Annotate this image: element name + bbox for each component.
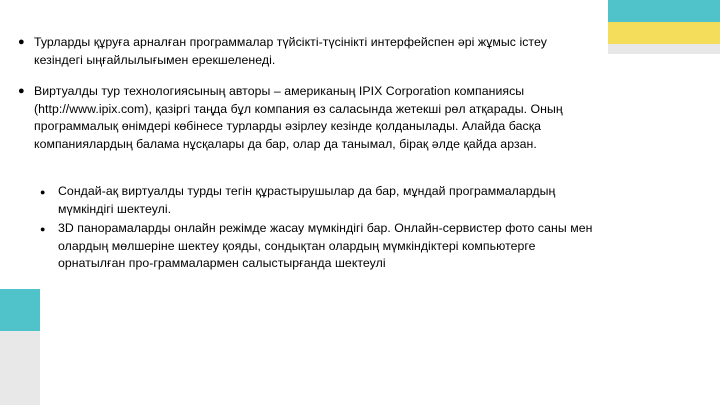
list-item-text: 3D панорамаларды онлайн режімде жасау мүмкіндігі бар. Онлайн-сервистер фото саны мен олардың мөлшеріне шектеу қояды, сондықтан олардың мүмкіндіктері компьютерге орнатылған про-граммалармен салыстырғанда шектеулі	[58, 221, 593, 270]
list-item	[18, 34, 598, 69]
decoration-top-right-yellow	[608, 22, 720, 44]
list-item-text: Турларды құруға арналған программалар түйсікті-түсінікті интерфейспен әрі жұмыс істеу кезіндегі ыңғайлылығымен ерекшеленеді.	[34, 35, 547, 67]
bullet-icon: ●	[40, 224, 46, 234]
bullet-icon: ●	[18, 85, 25, 97]
list-item-text: Виртуалды тур технологиясының авторы – американың IPIX Corporation компаниясы (http://www.ipix.com), қазіргі таңда бұл компания өз саласында жетекші рөл атқарады. Оның программалық өнімдері көбінесе турларды әзірлеу кезінде қолданылады. Алайда басқа компаниялардың балама нұсқалары да бар, олар да танымал, бірақ әлде қайда арзан.	[34, 84, 563, 151]
decoration-top-right-teal	[608, 0, 720, 22]
bullet-icon: ●	[40, 187, 46, 197]
list-item	[40, 183, 598, 218]
decoration-bottom-left-gray	[0, 331, 40, 405]
section-spacer	[18, 167, 598, 183]
slide-body	[18, 34, 598, 275]
list-item-text: Сондай-ақ виртуалды турды тегін құрастырушылар да бар, мұндай программалардың мүмкіндігі шектеулі.	[58, 184, 556, 216]
list-item	[40, 220, 598, 273]
list-item	[18, 83, 598, 153]
decoration-top-right-gray	[608, 44, 720, 54]
decoration-bottom-left-teal	[0, 289, 40, 331]
bullet-icon: ●	[18, 36, 25, 48]
